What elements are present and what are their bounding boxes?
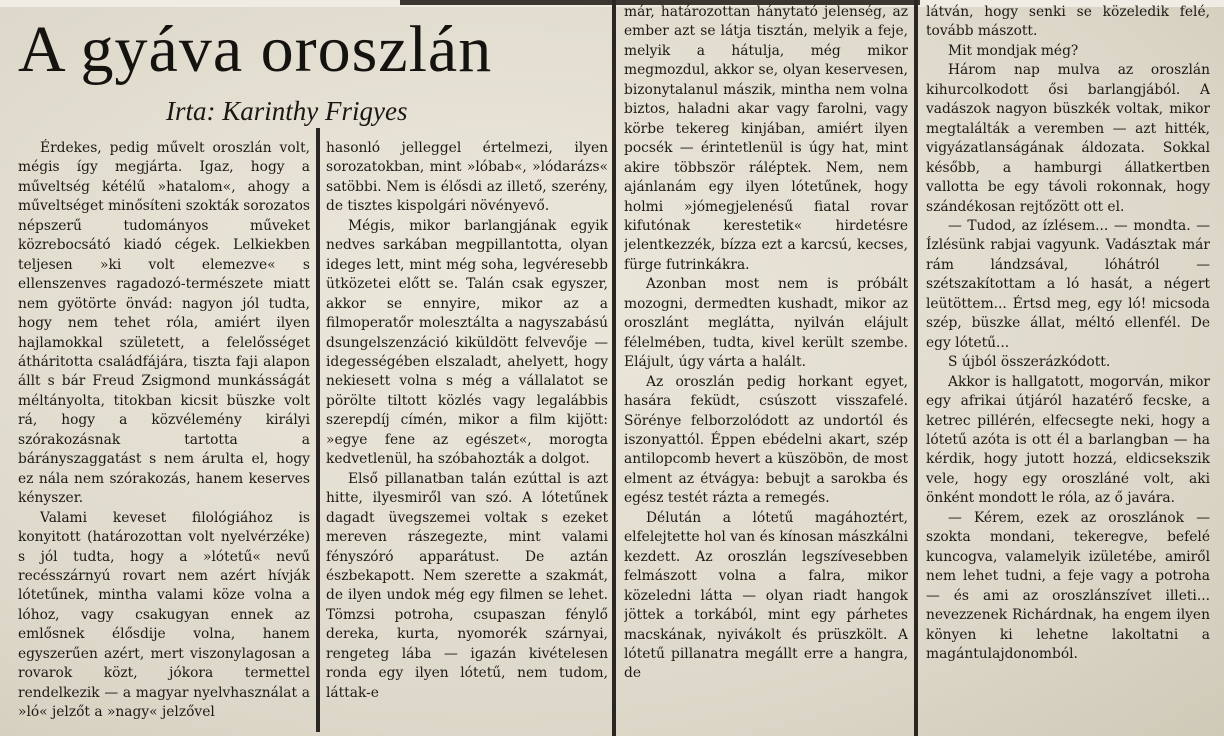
- paragraph: Valami keveset filológiához is konyitott (határozottan volt nyelvérzéke) s jól tudta, hogy a »lótetű« nevű recésszárnyú rovart nem azért hívják lótetűnek, mintha valami köze volna a lóhoz, vagy csakugyan ennek az emlősnek élősdije volna, hanem egyszerűen azért, mert viszonylagosan a rovarok közt, jókora termettel rendelkezik — a magyar nyelvhasználat a »ló« jelzőt a »nagy« jelzővel: [18, 509, 310, 721]
- column-rule: [316, 128, 320, 732]
- paragraph: Az oroszlán pedig horkant egyet, hasára feküdt, csúszott visszafelé. Sörénye felborzolódott az undortól és iszonyattól. Éppen ebédelni akart, szép antilopcomb hevert a küszöbön, de most elment az étvágya: bebujt a sarokba és egész testét rázta a remegés.: [624, 373, 908, 507]
- paragraph: — Kérem, ezek az oroszlánok — szokta mondani, tekeregve, befelé kuncogva, valamelyik izületébe, amiről nem lehet tudni, a feje vagy a potroha — és ami az oroszlánszívet illeti... nevezzenek Richárdnak, ha engem ilyen könyen ki lehetne lakoltatni a magántulajdonomból.: [926, 509, 1210, 662]
- article-title: A gyáva oroszlán: [18, 13, 493, 86]
- paragraph-continued: már, határozottan hánytató jelenség, az ember azt se látja tisztán, melyik a feje, melyik a hátulja, még mikor megmozdul, akkor se, olyan keservesen, bizonytalanul mászik, mintha nem volna biztos, haladni akar vagy farolni, vagy körbe tekereg kinjában, amiért ilyen pocsék — érintetlenül is úgy hat, mint akire többször ráléptek. Nem, nem ajánlanám egy ilyen lótetűnek, hogy holmi »jómegjelenésű fiatal rovar kifutónak kerestetik« hirdetésre jelentkezzék, bízza ezt a karcsú, kecses, fürge futrinkákra.: [624, 4, 908, 273]
- article-byline: Irta: Karinthy Frigyes: [166, 96, 408, 126]
- article-column-2: [326, 139, 608, 729]
- paragraph-continued: hasonló jelleggel értelmezi, ilyen sorozatokban, mint »lóbab«, »lódarázs« satöbbi. Nem is élősdi az illető, szerény, de tisztes kispolgári növényevő.: [326, 140, 608, 215]
- paragraph: Három nap mulva az oroszlán kihurcolkodott ősi barlangjából. A vadászok nagyon büszkék voltak, mikor megtalálták a veremben — azt hitték, vigyázatlanságának áldozata. Sokkal később, a hamburgi állatkertben vallotta be egy távoli rokonnak, hogy szándékosan rejtőzött ott el.: [926, 62, 1210, 215]
- paragraph: Mit mondjak még?: [948, 42, 1079, 59]
- paragraph: Első pillanatban talán ezúttal is azt hitte, ilyesmiről van szó. A lótetűnek dagadt üvegszemei voltak s ezeket mereven rászegezte, mint valami fényszóró apparátust. De aztán észbekapott. Nem szerette a szakmát, de ilyen undok még egy filmen se lehet. Tömzsi potroha, csupaszan fénylő dereka, kurta, nyomorék szárnyai, rengeteg lába — igazán kivételesen ronda egy ilyen lótetű, nem tudom, láttak-e: [326, 470, 608, 701]
- column-rule: [914, 0, 918, 736]
- paragraph-continued: látván, hogy senki se közeledik felé, tovább mászott.: [926, 4, 1210, 40]
- article-column-1: [18, 139, 310, 729]
- paragraph: Érdekes, pedig művelt oroszlán volt, mégis így megjárta. Igaz, hogy a műveltség kétélű »hatalom«, ahogy a műveltséget minősíteni szokták sorozatos népszerű tudományos műveket közrebocsátó kiadó cégek. Lelkiekben teljesen »ki volt elemezve« s ellenszenves ragadozó-természete miatt nem gyötörte önvád: nagyon jól tudta, hogy nem tehet róla, amiért ilyen hajlamokkal született, a felelősséget átháritotta családfájára, tiszta faji alapon állt s bár Freud Zsigmond munkásságát méltányolta, titokban kicsit büszke volt rá, hogy a közvélemény királyi szórakozásnak tartotta a bárányszaggatást s nem árulta el, hogy ez nála nem szórakozás, hanem keserves kényszer.: [18, 140, 310, 507]
- article-column-4: [926, 3, 1210, 729]
- paragraph: Akkor is hallgatott, mogorván, mikor egy afrikai útjáról hazatérő fecske, a ketrec pillérén, elfecsegte neki, hogy a lótetű azóta is ott él a barlangban — ha kérdik, hogy jutott hozzá, eldicsekszik vele, hogy egy oroszláné volt, aki önként mondott le róla, az ő javára.: [926, 373, 1210, 507]
- paragraph: — Tudod, az ízlésem... — mondta. — Ízlésünk rabjai vagyunk. Vadásztak már rám lándzsával, lóhátról — szétszakítottam a ló hasát, a négert leütöttem... Értsd meg, egy ló! micsoda szép, büszke állat, méltó ellenfél. De egy lótetű...: [926, 217, 1210, 351]
- paragraph: Azonban most nem is próbált mozogni, dermedten kushadt, mikor az oroszlánt meglátta, nyilván elájult félelmében, tudta, kivel került szembe. Elájult, úgy várta a halált.: [624, 276, 908, 371]
- paragraph: Mégis, mikor barlangjának egyik nedves sarkában megpillantotta, olyan ideges lett, mint még soha, legvéresebb ütközetei előtt se. Talán csak egyszer, akkor se ennyire, mikor az a filmoperatőr molesztálta a nagyszabású dsungelszenzáció kiküldött felvevője — idegességében elszaladt, ahelyett, hogy nekiesett volna s még a vállalatot se pörölte tiltott közlés vagy legalábbis szerepdíj címén, mikor a film kijött: »egye fene az egészet«, morogta kedvetlenül, ha szóbahozták a dolgot.: [326, 217, 608, 468]
- article-column-3: [624, 3, 908, 729]
- paragraph: Délután a lótetű magáhoztért, elfelejtette hol van és kínosan mászkálni kezdett. Az oroszlán legszívesebben felmászott volna a falra, mikor közeledni látta — olyan riadt hangok jöttek a torkából, mint egy párhetes macskának, nyivákolt és prüszkölt. A lótetű pillanatra megállt erre a hangra, de: [624, 509, 908, 682]
- paragraph: S újból összerázkódott.: [948, 354, 1111, 371]
- column-rule: [612, 0, 616, 736]
